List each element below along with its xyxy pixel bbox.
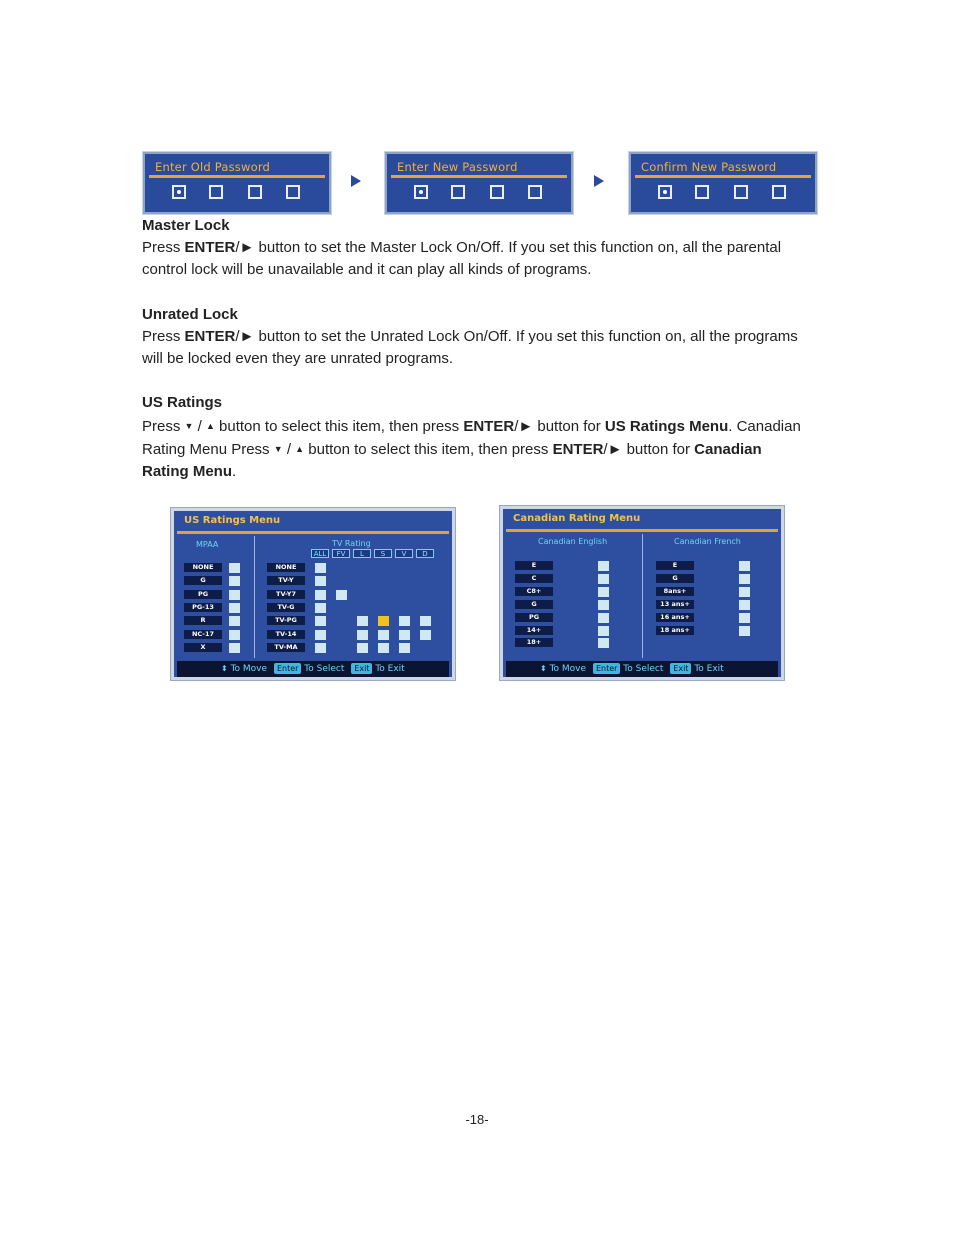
password-digit-3[interactable]	[490, 185, 504, 199]
up-down-icon: ⬍	[540, 664, 547, 673]
footer-exit: To Exit	[375, 664, 405, 674]
tv-all-checkbox[interactable]	[315, 643, 326, 653]
title-divider	[506, 529, 778, 532]
footer-move: To Move	[549, 664, 587, 674]
tv-descriptor-checkbox[interactable]	[420, 630, 431, 640]
tv-descriptor-checkbox[interactable]	[357, 643, 368, 653]
canadian-french-checkbox[interactable]	[739, 574, 750, 584]
tv-column-6[interactable]: D	[416, 549, 434, 558]
mpaa-lock-checkbox[interactable]	[229, 563, 240, 573]
tv-descriptor-checkbox[interactable]	[357, 616, 368, 626]
password-digit-1[interactable]	[658, 185, 672, 199]
canadian-english-label: E	[515, 561, 553, 570]
title-divider	[177, 531, 449, 534]
canadian-english-checkbox[interactable]	[598, 613, 609, 623]
mpaa-lock-checkbox[interactable]	[229, 576, 240, 586]
tv-rating-label: NONE	[267, 563, 305, 572]
us-menu-title: US Ratings Menu	[184, 515, 281, 526]
mpaa-lock-checkbox[interactable]	[229, 603, 240, 613]
master-lock-text: Press ENTER/► button to set the Master Lock On/Off. If you set this function on, all the parental control lock will be unavailable and it can play all kinds of programs.	[142, 239, 782, 278]
canadian-english-checkbox[interactable]	[598, 626, 609, 636]
tv-rating-label: TV-PG	[267, 616, 305, 625]
tv-rating-label: TV-14	[267, 630, 305, 639]
password-digit-2[interactable]	[451, 185, 465, 199]
enter-key[interactable]: Enter	[274, 663, 301, 674]
exit-key[interactable]: Exit	[351, 663, 372, 674]
tv-descriptor-checkbox[interactable]	[399, 643, 410, 653]
tv-all-checkbox[interactable]	[315, 630, 326, 640]
tv-all-checkbox[interactable]	[315, 590, 326, 600]
footer-select: To Select	[304, 664, 345, 674]
column-divider	[254, 536, 255, 658]
canadian-english-checkbox[interactable]	[598, 561, 609, 571]
canadian-english-heading: Canadian English	[538, 537, 608, 546]
tv-rating-label: TV-Y	[267, 576, 305, 585]
password-digit-3[interactable]	[248, 185, 262, 199]
arrow-right-icon	[594, 175, 604, 187]
password-digit-2[interactable]	[695, 185, 709, 199]
unrated-lock-heading: Unrated Lock	[142, 306, 238, 323]
mpaa-rating-label: X	[184, 643, 222, 652]
old-password-dialog	[143, 152, 331, 214]
tv-column-4[interactable]: S	[374, 549, 392, 558]
unrated-lock-text: Press ENTER/► button to set the Unrated Lock On/Off. If you set this function on, all the programs will be locked even they are unrated programs.	[142, 328, 798, 367]
footer-exit: To Exit	[694, 664, 724, 674]
enter-key[interactable]: Enter	[593, 663, 620, 674]
canadian-english-checkbox[interactable]	[598, 638, 609, 648]
title-divider	[635, 175, 811, 178]
menu-footer	[506, 661, 778, 677]
canadian-rating-menu	[500, 506, 784, 680]
tv-rating-label: TV-MA	[267, 643, 305, 652]
tv-descriptor-checkbox[interactable]	[399, 630, 410, 640]
tv-descriptor-checkbox[interactable]	[357, 630, 368, 640]
canadian-english-checkbox[interactable]	[598, 600, 609, 610]
tv-rating-label: TV-G	[267, 603, 305, 612]
canadian-french-checkbox[interactable]	[739, 600, 750, 610]
tv-descriptor-checkbox[interactable]	[420, 616, 431, 626]
tv-descriptor-checkbox[interactable]	[399, 616, 410, 626]
tv-descriptor-checkbox[interactable]	[378, 616, 389, 626]
tv-descriptor-checkbox[interactable]	[336, 590, 347, 600]
mpaa-heading: MPAA	[196, 540, 219, 549]
canadian-french-label: 13 ans+	[656, 600, 694, 609]
tv-descriptor-checkbox[interactable]	[378, 630, 389, 640]
us-ratings-text: Press ▼ / ▲ button to select this item, then press ENTER/► button for US Ratings Menu. Canadian Rating Menu Press ▼ / ▲ button to select this item, then press ENTER/► button for Canadian Rating Menu.	[142, 418, 801, 480]
password-digit-4[interactable]	[528, 185, 542, 199]
up-arrow-icon: ▲	[295, 444, 305, 454]
canadian-french-checkbox[interactable]	[739, 561, 750, 571]
arrow-right-icon	[351, 175, 361, 187]
password-digit-2[interactable]	[209, 185, 223, 199]
password-digit-1[interactable]	[172, 185, 186, 199]
master-lock-heading: Master Lock	[142, 217, 230, 234]
tv-column-5[interactable]: V	[395, 549, 413, 558]
mpaa-lock-checkbox[interactable]	[229, 590, 240, 600]
mpaa-lock-checkbox[interactable]	[229, 643, 240, 653]
password-digit-3[interactable]	[734, 185, 748, 199]
canadian-french-label: 16 ans+	[656, 613, 694, 622]
footer-select: To Select	[623, 664, 664, 674]
tv-column-2[interactable]: FV	[332, 549, 350, 558]
column-divider	[642, 534, 643, 658]
canadian-english-checkbox[interactable]	[598, 587, 609, 597]
canadian-french-checkbox[interactable]	[739, 613, 750, 623]
footer-move: To Move	[230, 664, 268, 674]
tv-all-checkbox[interactable]	[315, 616, 326, 626]
mpaa-lock-checkbox[interactable]	[229, 616, 240, 626]
canadian-english-label: 14+	[515, 626, 553, 635]
canadian-english-label: 18+	[515, 638, 553, 647]
mpaa-rating-label: PG	[184, 590, 222, 599]
us-ratings-heading: US Ratings	[142, 394, 223, 411]
page-number: -18-	[465, 1112, 489, 1127]
canadian-english-label: C	[515, 574, 553, 583]
confirm-password-title: Confirm New Password	[641, 160, 777, 174]
tv-rating-heading: TV Rating	[332, 539, 371, 548]
password-digit-1[interactable]	[414, 185, 428, 199]
tv-column-1[interactable]: ALL	[311, 549, 329, 558]
tv-all-checkbox[interactable]	[315, 576, 326, 586]
tv-all-checkbox[interactable]	[315, 563, 326, 573]
canadian-english-label: PG	[515, 613, 553, 622]
password-digit-4[interactable]	[286, 185, 300, 199]
password-digit-4[interactable]	[772, 185, 786, 199]
canadian-english-label: G	[515, 600, 553, 609]
mpaa-rating-label: PG-13	[184, 603, 222, 612]
tv-rating-label: TV-Y7	[267, 590, 305, 599]
canadian-french-label: E	[656, 561, 694, 570]
canadian-french-label: 18 ans+	[656, 626, 694, 635]
new-password-title: Enter New Password	[397, 160, 518, 174]
title-divider	[391, 175, 567, 178]
mpaa-lock-checkbox[interactable]	[229, 630, 240, 640]
tv-descriptor-checkbox[interactable]	[378, 643, 389, 653]
down-arrow-icon: ▼	[184, 421, 194, 431]
canadian-french-checkbox[interactable]	[739, 626, 750, 636]
mpaa-rating-label: R	[184, 616, 222, 625]
canadian-english-checkbox[interactable]	[598, 574, 609, 584]
mpaa-rating-label: NONE	[184, 563, 222, 572]
menu-footer	[177, 661, 449, 677]
canadian-french-label: 8ans+	[656, 587, 694, 596]
confirm-password-dialog	[629, 152, 817, 214]
mpaa-rating-label: NC-17	[184, 630, 222, 639]
new-password-dialog	[385, 152, 573, 214]
canadian-french-heading: Canadian French	[674, 537, 741, 546]
exit-key[interactable]: Exit	[670, 663, 691, 674]
tv-column-3[interactable]: L	[353, 549, 371, 558]
title-divider	[149, 175, 325, 178]
canadian-english-label: C8+	[515, 587, 553, 596]
up-down-icon: ⬍	[221, 664, 228, 673]
up-arrow-icon: ▲	[205, 421, 215, 431]
tv-all-checkbox[interactable]	[315, 603, 326, 613]
ca-menu-title: Canadian Rating Menu	[513, 513, 641, 524]
mpaa-rating-label: G	[184, 576, 222, 585]
canadian-french-label: G	[656, 574, 694, 583]
us-ratings-menu	[171, 508, 455, 680]
old-password-title: Enter Old Password	[155, 160, 271, 174]
down-arrow-icon: ▼	[273, 444, 283, 454]
canadian-french-checkbox[interactable]	[739, 587, 750, 597]
